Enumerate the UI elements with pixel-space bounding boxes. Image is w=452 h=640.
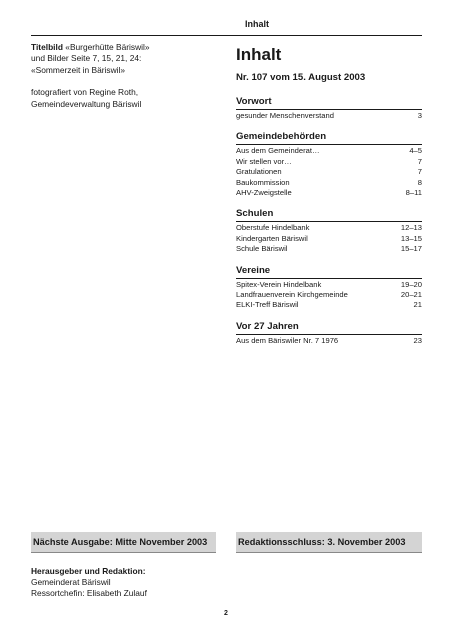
toc-entry-label: Baukommission — [236, 177, 290, 187]
toc-entry-label: AHV-Zweigstelle — [236, 188, 292, 198]
toc-entry-label: gesunder Menschenverstand — [236, 111, 334, 120]
publisher-line: Ressortchefin: Elisabeth Zulauf — [31, 588, 147, 598]
toc-entry-page: 15–17 — [400, 244, 422, 254]
toc-entry-page: 4–5 — [409, 146, 422, 156]
section-title: Vor 27 Jahren — [236, 321, 422, 335]
toc-entry-page: 23 — [413, 335, 422, 345]
toc-entry — [236, 244, 422, 254]
toc-entry — [236, 290, 422, 300]
section-title: Gemeindebehörden — [236, 131, 422, 145]
toc-section — [236, 131, 422, 198]
toc-entry — [236, 111, 422, 121]
toc-entry-label: Wir stellen vor… — [236, 156, 292, 166]
toc-entry — [236, 167, 422, 177]
toc-entry-page: 12–13 — [400, 223, 422, 233]
section-title: Vorwort — [236, 96, 422, 110]
cover-credit-title: «Burgerhütte Bäriswil» — [62, 42, 150, 52]
cover-credit-line — [31, 42, 221, 53]
section-title: Schulen — [236, 208, 422, 222]
toc-entry — [236, 188, 422, 198]
table-of-contents — [236, 45, 422, 356]
photographer-line: fotografiert von Regine Roth, — [31, 87, 139, 98]
running-header: Inhalt — [245, 19, 269, 29]
toc-title: Inhalt — [236, 45, 282, 64]
toc-entry-page: 21 — [413, 300, 422, 310]
toc-entry-label: Kindergarten Bäriswil — [236, 233, 308, 243]
toc-entry-page: 8–11 — [405, 188, 422, 198]
cover-credit-label: Titelbild — [31, 42, 63, 52]
toc-entry — [236, 178, 422, 188]
cover-credit-line: «Sommerzeit in Bäriswil» — [31, 64, 126, 75]
publisher-heading: Herausgeber und Redaktion: — [31, 566, 146, 576]
header-divider — [31, 35, 422, 36]
toc-entry — [236, 157, 422, 167]
toc-entry-label: Gratulationen — [236, 167, 282, 177]
toc-entry — [236, 300, 422, 310]
toc-entry-page: 20–21 — [400, 290, 422, 300]
toc-section — [236, 96, 422, 121]
toc-entry — [236, 146, 422, 156]
toc-entry — [236, 280, 422, 290]
toc-entry-page: 19–20 — [400, 279, 422, 289]
issue-line: Nr. 107 vom 15. August 2003 — [236, 72, 366, 83]
toc-entry-page: 7 — [417, 167, 422, 177]
page-number: 2 — [224, 610, 228, 617]
toc-entry-page: 13–15 — [400, 233, 422, 243]
toc-entry-label: Aus dem Gemeinderat… — [236, 146, 320, 156]
toc-entry-page: 7 — [417, 156, 422, 166]
toc-entry-label: Schule Bäriswil — [236, 244, 288, 254]
toc-entry-label: Oberstufe Hindelbank — [236, 223, 310, 233]
toc-entry — [236, 223, 422, 233]
toc-sections — [236, 96, 422, 346]
toc-entry-page: 3 — [417, 111, 422, 120]
toc-entry-label: Landfrauenverein Kirchgemeinde — [236, 290, 348, 300]
toc-entry-label: Spitex-Verein Hindelbank — [236, 279, 322, 289]
toc-section — [236, 321, 422, 346]
toc-section — [236, 265, 422, 311]
toc-entry — [236, 234, 422, 244]
cover-credit-line: und Bilder Seite 7, 15, 21, 24: — [31, 53, 142, 64]
section-title: Vereine — [236, 265, 422, 279]
publisher-info — [31, 566, 221, 599]
toc-entry — [236, 336, 422, 346]
deadline-bar: Redaktionsschluss: 3. November 2003 — [236, 532, 422, 553]
publisher-line: Gemeinderat Bäriswil — [31, 577, 111, 587]
toc-entry-label: Aus dem Bäriswiler Nr. 7 1976 — [236, 335, 339, 345]
next-issue-bar: Nächste Ausgabe: Mitte November 2003 — [31, 532, 216, 553]
toc-section — [236, 208, 422, 254]
toc-entry-page: 8 — [417, 177, 422, 187]
toc-entry-label: ELKI-Treff Bäriswil — [236, 300, 299, 310]
photographer-line: Gemeindeverwaltung Bäriswil — [31, 98, 142, 109]
cover-credits — [31, 42, 221, 110]
